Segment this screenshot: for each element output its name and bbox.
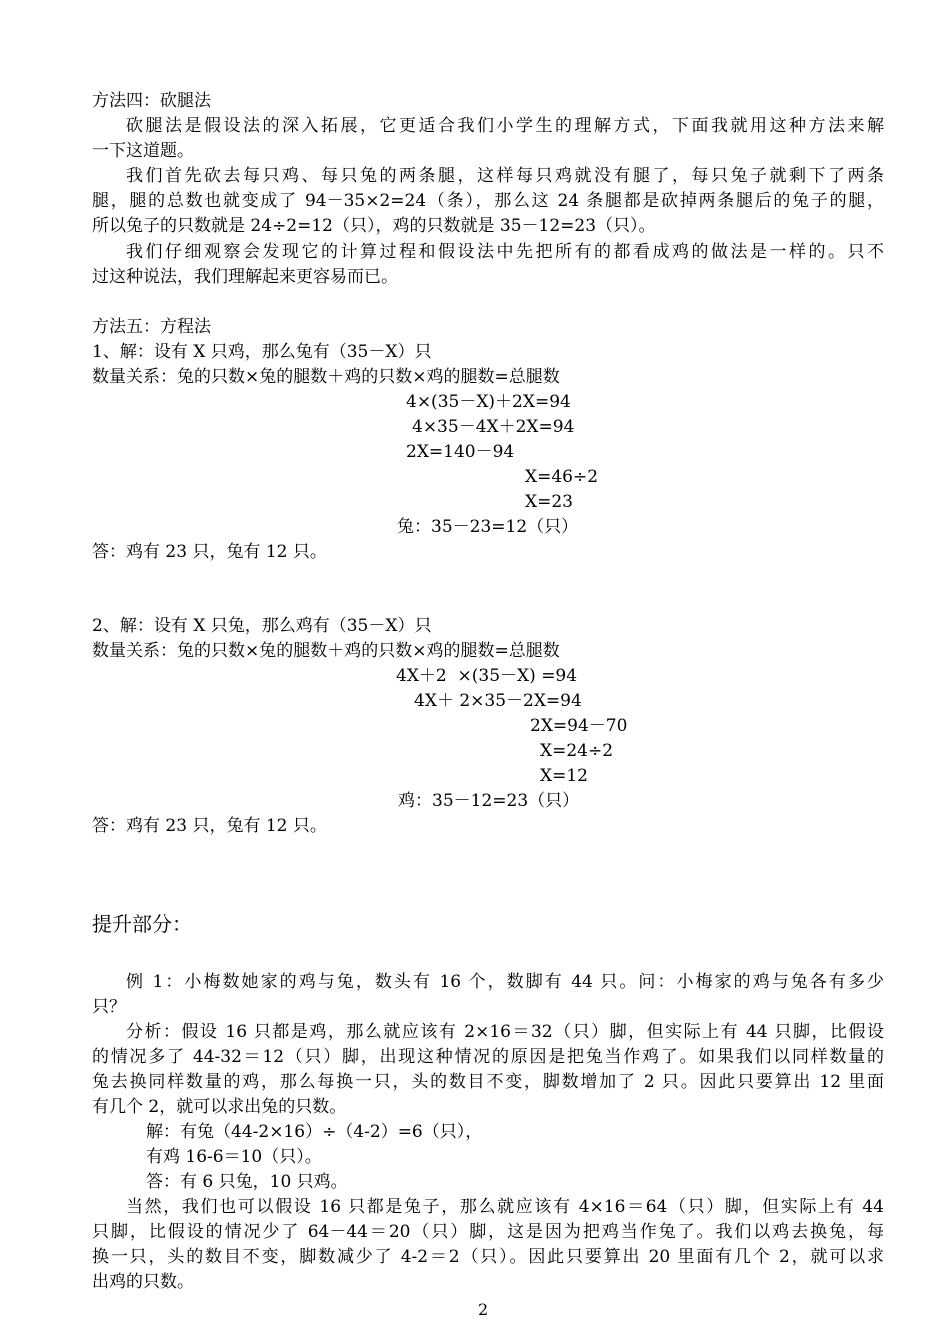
method4-p1-line1: 砍腿法是假设法的深入拓展，它更适合我们小学生的理解方式，下面我就用这种方法来解 [126,116,884,136]
sol2-answer: 答：鸡有 23 只，兔有 12 只。 [92,816,327,836]
example-line2: 只？ [92,997,126,1017]
solution-line1: 解：有兔（44-2×16）÷（4-2）=6（只）， [146,1122,483,1142]
alt-line1: 当然，我们也可以假设 16 只都是兔子，那么就应该有 4×16＝64（只）脚，但实际上有 44 [126,1197,884,1217]
sol1-eq-3: 2X=140－94 [406,442,515,462]
method4-p3-line2: 过这种说法，我们理解起来更容易而已。 [92,267,398,287]
sol1-eq-5: X=23 [525,492,573,512]
sol2-relation: 数量关系：兔的只数×兔的腿数＋鸡的只数×鸡的腿数=总腿数 [92,641,560,661]
sol2-setup: 2、解：设有 X 只兔，那么鸡有（35－X）只 [92,616,432,636]
example-line1: 例 1：小梅数她家的鸡与兔，数头有 16 个，数脚有 44 只。问：小梅家的鸡与兔各有多少 [126,972,884,992]
advanced-title: 提升部分： [92,912,192,936]
alt-line3: 换一只，头的数目不变，脚数减少了 4-2＝2（只）。因此只要算出 20 里面有几个 2，就可以求 [92,1247,884,1267]
solution-line2: 有鸡 16-6＝10（只）。 [146,1147,322,1167]
analysis-line4: 有几个 2，就可以求出兔的只数。 [92,1097,347,1117]
sol1-eq-1: 4×(35－X)＋2X=94 [406,392,571,412]
sol1-eq-2: 4×35－4X＋2X=94 [412,417,575,437]
method4-p2-line2: 腿，腿的总数也就变成了 94－35×2=24（条），那么这 24 条腿都是砍掉两条腿后的兔子的腿， [92,191,884,211]
method4-p1-line2: 一下这道题。 [92,141,194,161]
sol2-eq-6: 鸡：35－12=23（只） [398,791,580,811]
method4-p2-line3: 所以兔子的只数就是 24÷2=12（只），鸡的只数就是 35－12=23（只）。 [92,216,656,236]
analysis-line1: 分析：假设 16 只都是鸡，那么就应该有 2×16＝32（只）脚，但实际上有 44 只脚，比假设 [126,1022,884,1042]
sol2-eq-1: 4X＋2 ×(35－X) =94 [396,666,578,686]
solution-line3: 答：有 6 只兔，10 只鸡。 [146,1172,348,1192]
method4-p2-line1: 我们首先砍去每只鸡、每只兔的两条腿，这样每只鸡就没有腿了，每只兔子就剩下了两条 [126,166,884,186]
method4-title: 方法四：砍腿法 [92,91,211,111]
method4-p3-line1: 我们仔细观察会发现它的计算过程和假设法中先把所有的都看成鸡的做法是一样的。只不 [126,242,884,262]
sol2-eq-4: X=24÷2 [540,741,614,761]
sol1-setup: 1、解：设有 X 只鸡，那么兔有（35－X）只 [92,342,432,362]
alt-line2: 只脚，比假设的情况少了 64－44＝20（只）脚，这是因为把鸡当作兔了。我们以鸡去换兔，每 [92,1222,884,1242]
sol1-eq-6: 兔：35－23=12（只） [397,517,579,537]
sol1-eq-4: X=46÷2 [525,467,599,487]
page-number: 2 [478,1300,489,1319]
sol2-eq-3: 2X=94－70 [530,716,628,736]
alt-line4: 出鸡的只数。 [92,1272,194,1292]
sol2-eq-2: 4X＋ 2×35－2X=94 [414,691,582,711]
sol1-relation: 数量关系：兔的只数×兔的腿数＋鸡的只数×鸡的腿数=总腿数 [92,367,560,387]
sol2-eq-5: X=12 [540,766,588,786]
method5-title: 方法五：方程法 [92,317,211,337]
sol1-answer: 答：鸡有 23 只，兔有 12 只。 [92,542,327,562]
analysis-line3: 兔去换同样数量的鸡，那么每换一只，头的数目不变，脚数增加了 2 只。因此只要算出 12 里面 [92,1072,884,1092]
analysis-line2: 的情况多了 44-32＝12（只）脚，出现这种情况的原因是把兔当作鸡了。如果我们以同样数量的 [92,1047,884,1067]
